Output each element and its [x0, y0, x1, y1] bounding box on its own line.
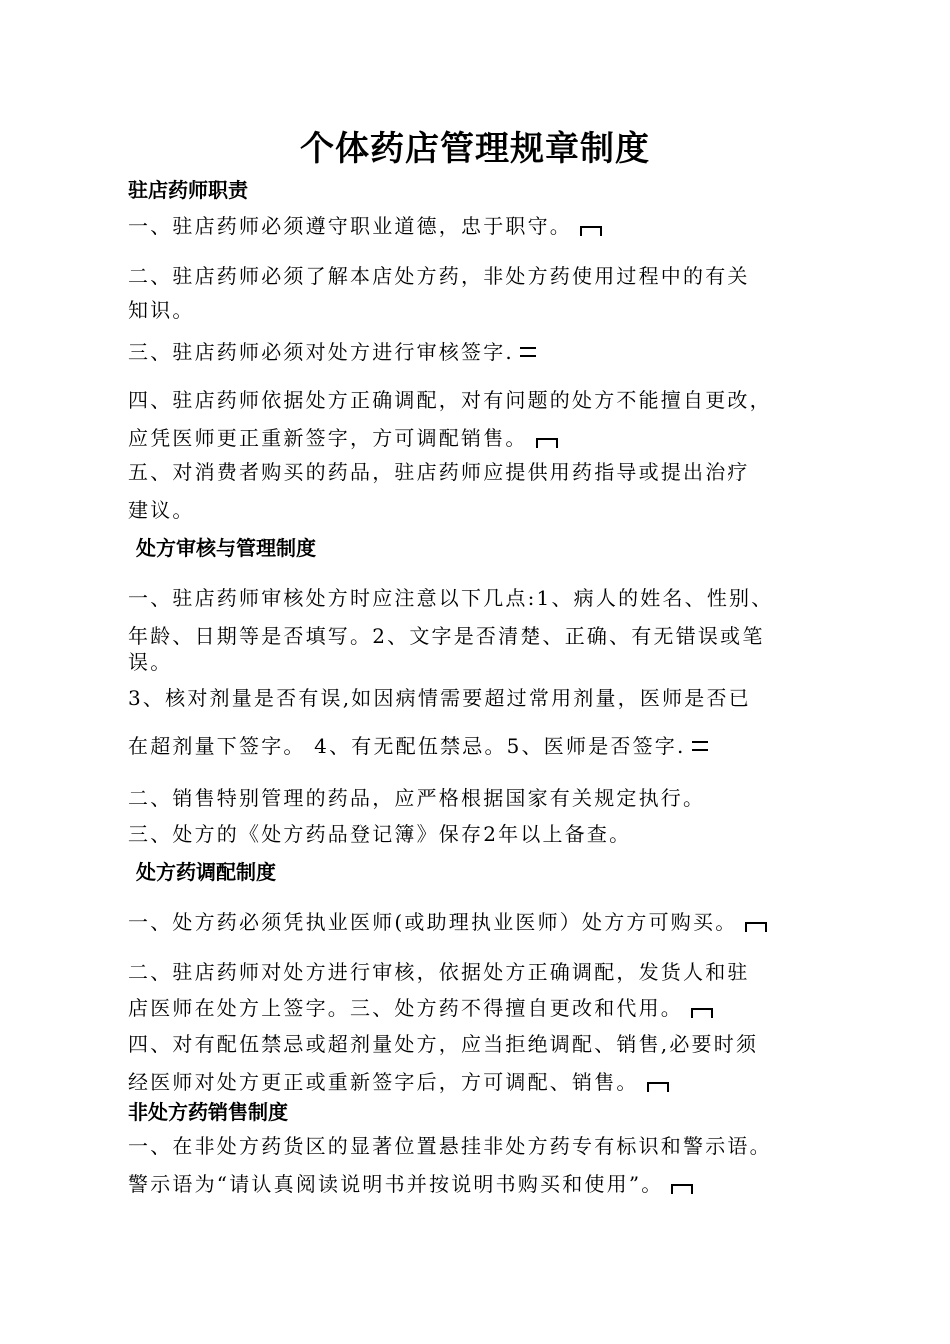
- text-line: 二、驻店药师对处方进行审核，依据处方正确调配，发货人和驻: [128, 960, 750, 984]
- paragraph-mark-icon: [691, 1008, 713, 1018]
- text-line: 一、在非处方药货区的显著位置悬挂非处方药专有标识和警示语。: [128, 1134, 772, 1158]
- section-heading: 处方审核与管理制度: [136, 536, 316, 560]
- paragraph-mark-icon: [671, 1184, 693, 1194]
- text-line: 在超剂量下签字。 4、有无配伍禁忌。5、医师是否签字.: [128, 732, 708, 760]
- text-line: 一、驻店药师审核处方时应注意以下几点:1、病人的姓名、性别、: [128, 586, 774, 610]
- text-line: 知识。: [128, 298, 195, 322]
- section-heading: 驻店药师职责: [128, 178, 248, 202]
- text-line: 误。: [128, 650, 173, 674]
- paragraph-mark-icon: [520, 347, 536, 357]
- section-heading: 处方药调配制度: [136, 860, 276, 884]
- text-line: 五、对消费者购买的药品，驻店药师应提供用药指导或提出治疗: [128, 460, 750, 484]
- text-line: 三、驻店药师必须对处方进行审核签字.: [128, 338, 536, 366]
- text-line: 店医师在处方上签字。三、处方药不得擅自更改和代用。: [128, 994, 713, 1022]
- text-line: 四、驻店药师依据处方正确调配，对有问题的处方不能擅自更改，: [128, 388, 772, 412]
- section-heading: 非处方药销售制度: [128, 1100, 288, 1124]
- text-line: 警示语为“请认真阅读说明书并按说明书购买和使用”。: [128, 1170, 693, 1198]
- text-line: 一、驻店药师必须遵守职业道德，忠于职守。: [128, 212, 602, 240]
- text-line: 一、处方药必须凭执业医师(或助理执业医师）处方方可购买。: [128, 908, 767, 936]
- paragraph-mark-icon: [745, 922, 767, 932]
- text-line: 3、核对剂量是否有误,如因病情需要超过常用剂量，医师是否已: [128, 686, 751, 710]
- text-line: 二、驻店药师必须了解本店处方药，非处方药使用过程中的有关: [128, 264, 750, 288]
- text-line: 四、对有配伍禁忌或超剂量处方，应当拒绝调配、销售,必要时须: [128, 1032, 759, 1056]
- text-line: 三、处方的《处方药品登记簿》保存2年以上备查。: [128, 822, 632, 846]
- text-line: 应凭医师更正重新签字，方可调配销售。: [128, 424, 558, 452]
- paragraph-mark-icon: [692, 741, 708, 751]
- text-line: 年龄、日期等是否填写。2、文字是否清楚、正确、有无错误或笔: [128, 624, 765, 648]
- text-line: 建议。: [128, 498, 195, 522]
- paragraph-mark-icon: [536, 438, 558, 448]
- paragraph-mark-icon: [580, 226, 602, 236]
- page-title: 个体药店管理规章制度: [300, 129, 650, 169]
- paragraph-mark-icon: [647, 1082, 669, 1092]
- text-line: 经医师对处方更正或重新签字后，方可调配、销售。: [128, 1068, 669, 1096]
- text-line: 二、销售特别管理的药品，应严格根据国家有关规定执行。: [128, 786, 706, 810]
